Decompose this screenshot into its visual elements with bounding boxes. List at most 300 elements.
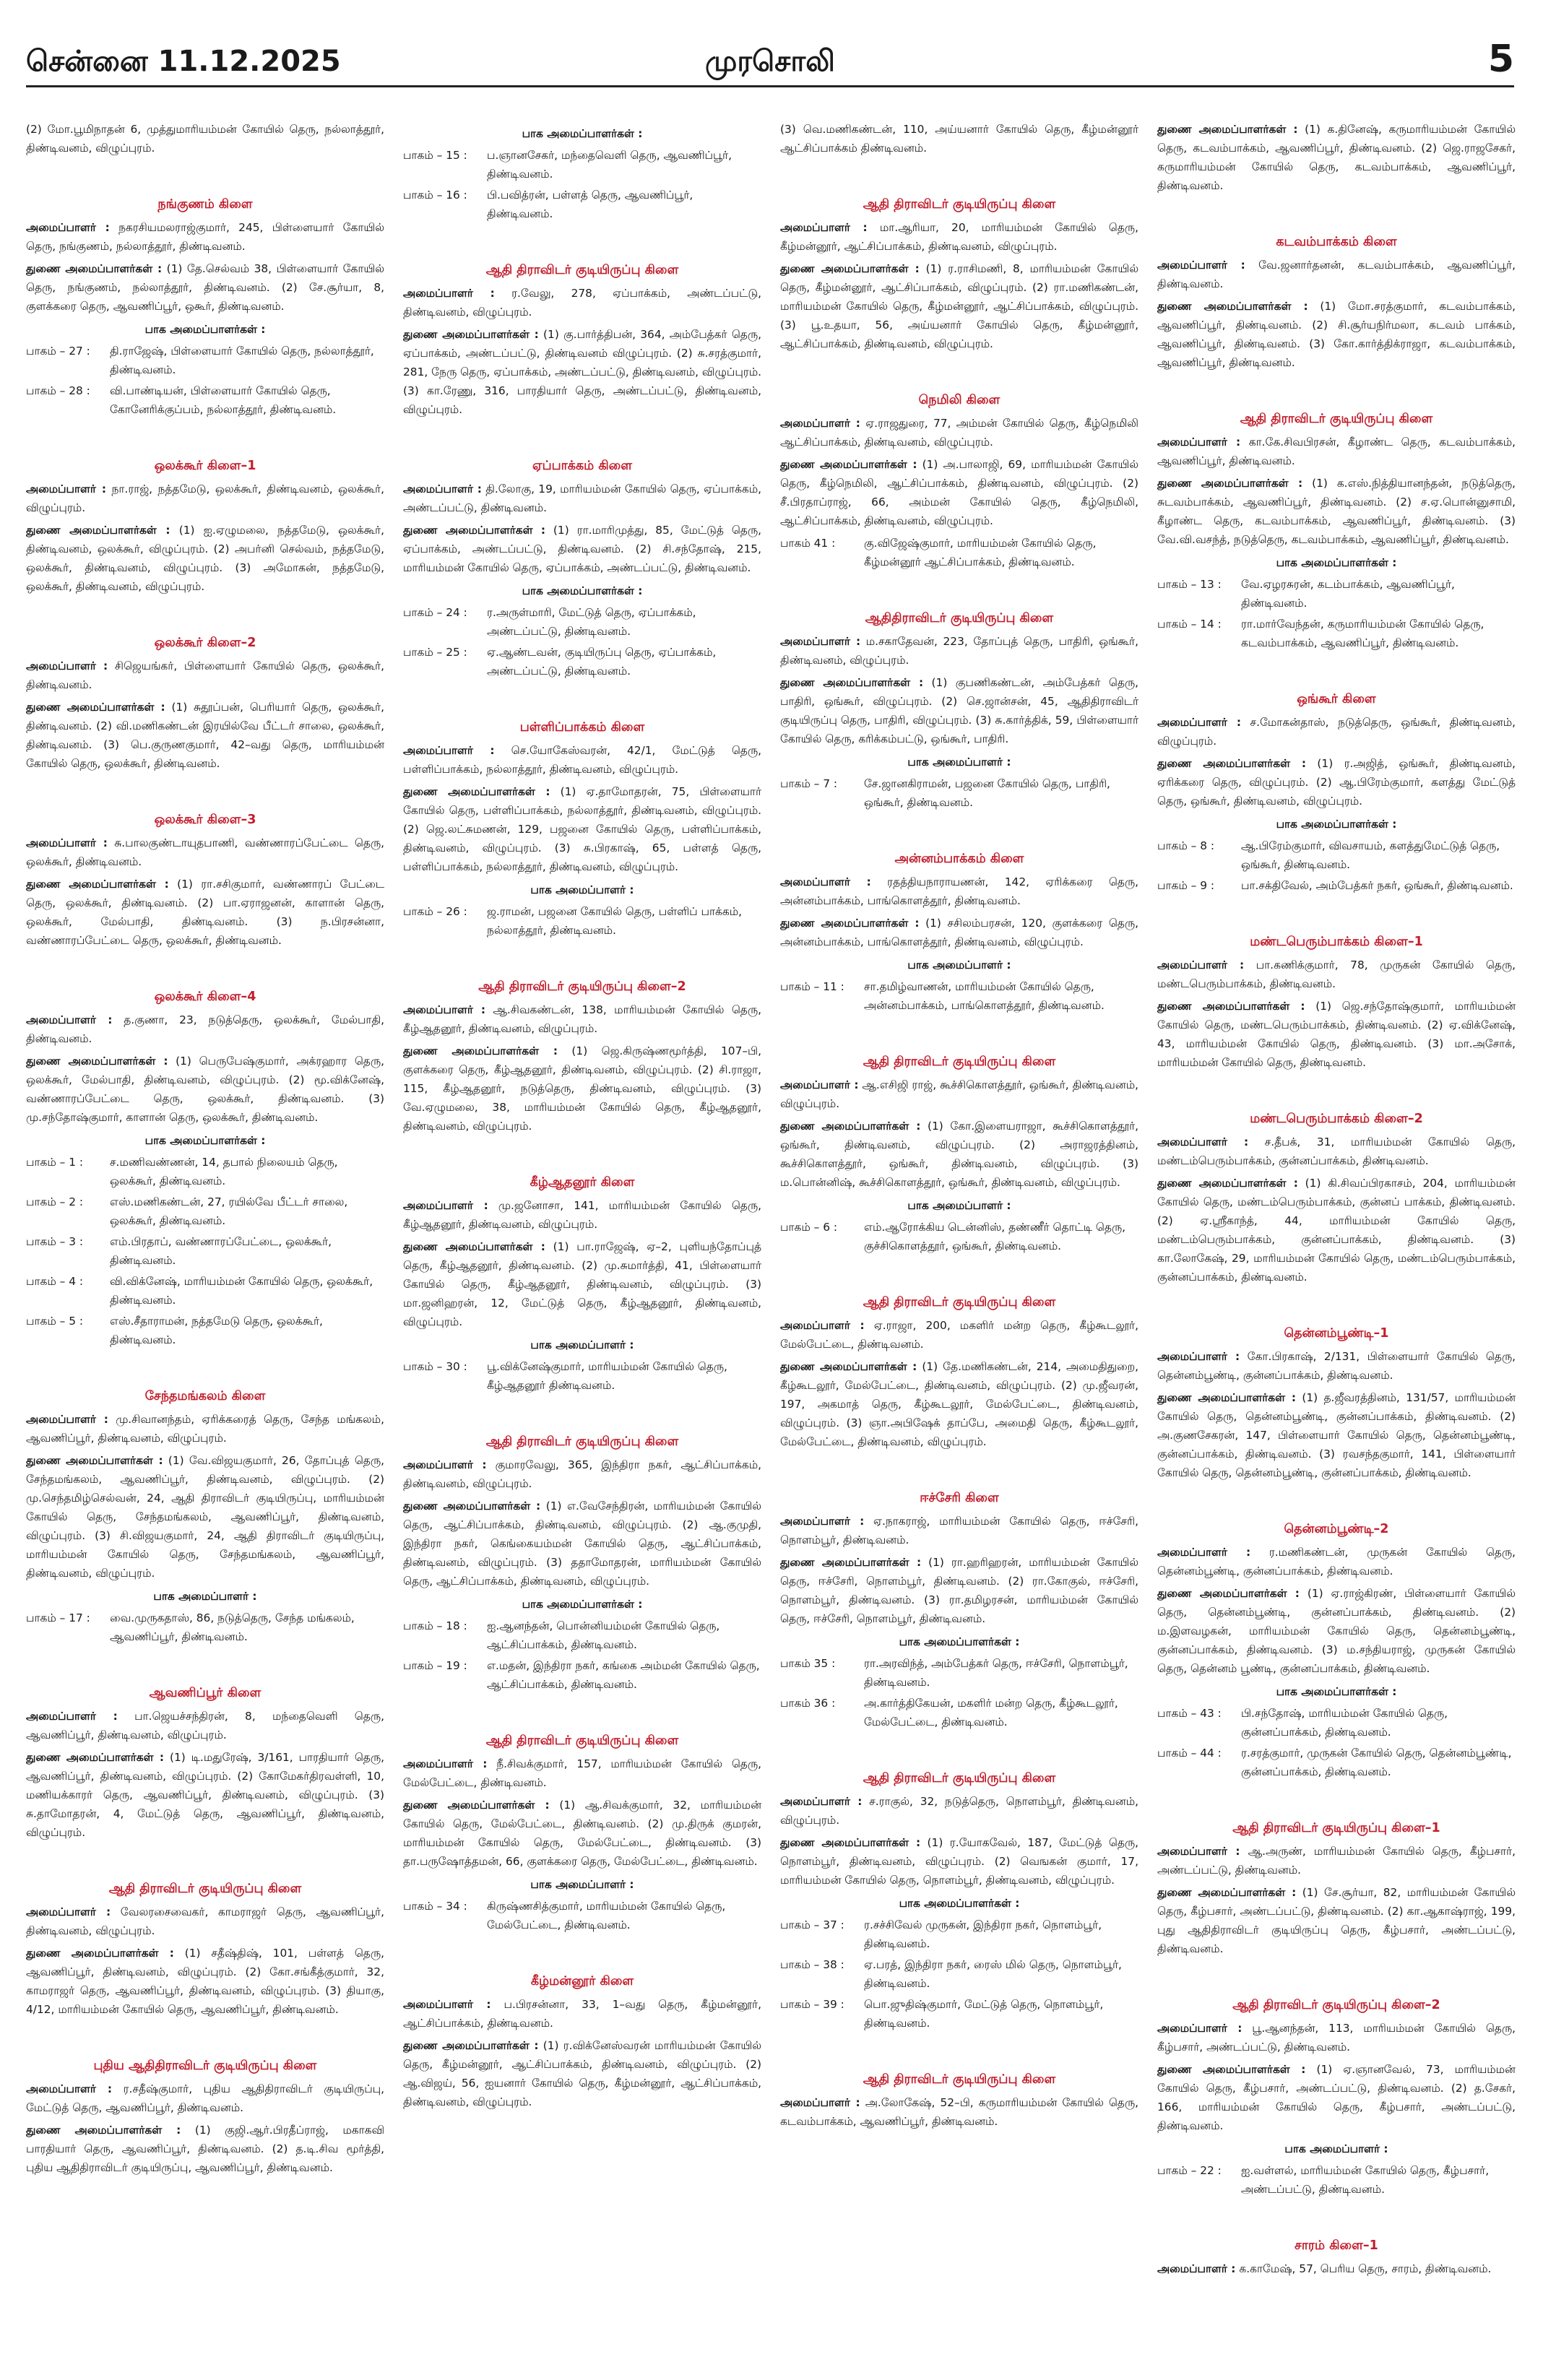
role-label: துணை அமைப்பாளர்கள் : <box>1157 123 1298 136</box>
role-label: அமைப்பாளர் : <box>1157 2262 1236 2275</box>
member-paragraph <box>1157 474 1516 549</box>
booth-entry <box>26 342 384 379</box>
member-paragraph <box>780 1512 1138 1549</box>
branch-heading: ஆதி திராவிடர் குடியிருப்பு கிளை <box>863 1771 1056 1786</box>
role-label: துணை அமைப்பாளர்கள் : <box>780 458 917 471</box>
member-details: (1) சுதூப்பன், பெரியார் தெரு, ஒலக்கூர், திண்டிவனம். (2) வி.மணிகண்டன் இரயில்வே பீட்டர் சாலை, ஒலக்கூர், திண்டிவனம். (3) பெ.குருணகுமார், 42–வது தெரு, மாரியம்மன் கோயில் தெரு, ஒலக்கூர், திண்டிவனம். <box>26 701 384 770</box>
member-paragraph <box>26 1410 384 1448</box>
page-number: 5 <box>1487 38 1514 81</box>
branch-block <box>780 1489 1138 1731</box>
booth-entry <box>780 1694 1138 1731</box>
member-details: (1) மோ.சரத்குமார், கடவம்பாக்கம், ஆவணிப்பூர், திண்டிவனம். (2) சி.சூர்யநிர்மலா, கடவம் பாக்கம், ஆவணிப்பூர், திண்டிவனம். (3) கோ.கார்த்திக்ராஜா, கடவம்பாக்கம், ஆவணிப்பூர், திண்டிவனம். <box>1157 300 1516 369</box>
role-label: அமைப்பாளர் : <box>780 2096 860 2109</box>
role-label: அமைப்பாளர் : <box>403 1199 488 1212</box>
branch-heading: அன்னம்பாக்கம் கிளை <box>894 852 1024 866</box>
member-details: (1) டி.மதுரேஷ், 3/161, பாரதியார் தெரு, ஆவணிப்பூர், திண்டிவனம், விழுப்புரம். (2) கோமேகர்திரவள்ளி, 10, மணியக்காரர் தெரு, ஆவணிப்பூர், திண்டிவனம், விழுப்புரம். (3) சு.தாமோதரன், 4, மேட்டுத் தெரு, ஆவணிப்பூர், திண்டிவனம், விழுப்புரம். <box>26 1751 384 1839</box>
member-details: செ.யோகேஸ்வரன், 42/1, மேட்டுத் தெரு, பள்ளிப்பாக்கம், நல்லாத்தூர், திண்டிவனம், விழுப்புரம். <box>403 744 761 776</box>
member-paragraph <box>1157 1842 1516 1879</box>
member-paragraph <box>403 325 761 419</box>
member-details: (1) தே.செல்வம் 38, பிள்ளையார் கோயில் தெரு, நங்குணம், நல்லாத்தூர், திண்டிவனம். (2) சே.சூர்யா, 8, குளக்கரை தெரு, ஆவணிப்பூர், ஒகூர், திண்டிவனம். <box>26 262 384 313</box>
role-label: அமைப்பாளர் : <box>403 744 495 757</box>
member-paragraph <box>403 741 761 779</box>
branch-block <box>1157 120 1516 195</box>
role-label: அமைப்பாளர் : <box>780 635 861 648</box>
booth-organiser: சே.ஜானகிராமன், பஜனை கோயில் தெரு, பாதிரி, ஒங்கூர், திண்டிவனம். <box>864 777 1110 809</box>
branch-heading: மண்டபெரும்பாக்கம் கிளை–1 <box>1250 935 1423 949</box>
booth-entry <box>780 1218 1138 1255</box>
member-details: (1) ர.விக்னேஸ்வரன் மாரியம்மன் கோயில் தெரு, கீழ்மன்னூர், ஆட்சிப்பாக்கம், திண்டிவனம், விழுப்புரம். (2) ஆ.விஜய், 56, ஐயனார் கோயில் தெரு, கீழ்மன்னூர், ஆட்சிப்பாக்கம், திண்டிவனம், விழுப்புரம். <box>403 2039 761 2108</box>
member-details: (1) கு.பார்த்திபன், 364, அம்பேத்கர் தெரு, ஏப்பாக்கம், அண்டப்பட்டு, திண்டிவனம் விழுப்புரம். (2) சு.சரத்குமார், 281, நேரு தெரு, ஏப்பாக்கம், அண்டப்பட்டு, திண்டிவனம், விழுப்புரம். (3) கா.ரேணு, 316, பாரதியார் தெரு, அண்டப்பட்டு, திண்டிவனம், விழுப்புரம். <box>403 328 761 416</box>
member-paragraph <box>26 834 384 871</box>
member-details: (1) அ.பாலாஜி, 69, மாரியம்மன் கோயில் தெரு, கீழ்நெமிலி, ஆட்சிப்பாக்கம், திண்டிவனம், விழுப்புரம். (2) சீ.பிரதாப்ராஜ், 66, அம்மன் கோயில் தெரு, கீழ்நெமிலி, ஆட்சிப்பாக்கம், திண்டிவனம், விழுப்புரம். <box>780 458 1138 527</box>
member-details: (3) வெ.மணிகண்டன், 110, அய்யனார் கோயில் தெரு, கீழ்மன்னூர் ஆட்சிப்பாக்கம் திண்டிவனம். <box>780 123 1138 155</box>
member-paragraph <box>26 1052 384 1127</box>
member-details: மா.ஆரியா, 20, மாரியம்மன் கோயில் தெரு, கீழ்மன்னூர், ஆட்சிப்பாக்கம், திண்டிவனம், விழுப்புரம். <box>780 221 1138 253</box>
booth-number: பாகம் – 15 : <box>403 149 467 162</box>
member-paragraph <box>1157 1133 1516 1170</box>
member-paragraph <box>26 1748 384 1842</box>
booth-entry <box>1157 575 1516 613</box>
member-details: (1) ர.யோகவேல், 187, மேட்டுத் தெரு, நொளம்பூர், திண்டிவனம், விழுப்புரம். (2) வெஙகன் குமார், 17, மாரியம்மன் கோயில் தெரு, நொளம்பூர், திண்டிவனம், விழுப்புரம். <box>780 1836 1138 1887</box>
branch-heading: ஆதி திராவிடர் குடியிருப்பு கிளை–1 <box>1232 1821 1440 1835</box>
booth-organisers-title: பாக அமைப்பாளர்கள் : <box>144 1134 266 1147</box>
member-details: (1) க.தினேஷ், கருமாரியம்மன் கோயில் தெரு, கடவம்பாக்கம், ஆவணிப்பூர், திண்டிவனம். (2) ஜெ.ராஜசேகர், கருமாரியம்மன் கோயில் தெரு, கடவம்பாக்கம், ஆவணிப்பூர், திண்டிவனம். <box>1157 123 1516 192</box>
role-label: துணை அமைப்பாளர்கள் : <box>780 1120 921 1133</box>
member-paragraph <box>26 1451 384 1583</box>
booth-number: பாகம் – 37 : <box>780 1918 844 1931</box>
member-paragraph <box>1157 2060 1516 2135</box>
branch-heading: ஆதி திராவிடர் குடியிருப்பு கிளை–2 <box>1232 1998 1440 2012</box>
booth-organisers-title: பாக அமைப்பாளர்கள் : <box>1276 1685 1397 1698</box>
role-label: அமைப்பாளர் : <box>403 287 495 300</box>
branch-block <box>26 2056 384 2177</box>
branch-heading: புதிய ஆதிதிராவிடர் குடியிருப்பு கிளை <box>93 2059 317 2073</box>
member-paragraph <box>780 873 1138 910</box>
booth-number: பாகம் – 18 : <box>403 1619 467 1632</box>
branch-heading: மண்டபெரும்பாக்கம் கிளை–2 <box>1250 1112 1423 1126</box>
member-paragraph <box>1157 2259 1516 2278</box>
member-paragraph <box>780 1076 1138 1113</box>
booth-organiser: ஏ.பரத், இந்திரா நகர், ரைஸ் மில் தெரு, நொளம்பூர், திண்டிவனம். <box>864 1958 1122 1990</box>
branch-heading: ஏப்பாக்கம் கிளை <box>532 459 633 473</box>
role-label: அமைப்பாளர் : <box>1157 716 1242 729</box>
member-paragraph <box>780 1316 1138 1354</box>
booth-entry <box>403 1617 761 1654</box>
booth-organiser: ஐ.வள்ளல், மாரியம்மன் கோயில் தெரு, கீழ்பசார், அண்டப்பட்டு, திண்டிவனம். <box>1241 2164 1490 2196</box>
member-details: (1) ரா.மாரிமுத்து, 85, மேட்டுத் தெரு, ஏப்பாக்கம், அண்டப்பட்டு, திண்டிவனம். (2) சி.சந்தோஷ், 215, மாரியம்மன் கோயில் தெரு, ஏப்பாக்கம், அண்டப்பட்டு, திண்டிவனம். <box>403 524 761 574</box>
branch-heading: ஆதி திராவிடர் குடியிருப்பு கிளை <box>485 1435 679 1449</box>
member-paragraph <box>1157 713 1516 750</box>
member-details: (1) தே.மணிகண்டன், 214, அமைதிதுறை, கீழ்கூடலூர், மேல்பேட்டை, திண்டிவனம், விழுப்புரம். (2) மு.ஜீவரன், 197, அகமாத் தெரு, கீழ்கூடலூர், மேல்பேட்டை, திண்டிவனம், விழுப்புரம். (3) ஞா.அபிஷேக் தாப்பே, அமைதி தெரு, கீழ்கூடலூர், மேல்பேட்டை, திண்டிவனம், விழுப்புரம். <box>780 1360 1138 1448</box>
member-details: (1) ஆ.சிவக்குமார், 32, மாரியம்மன் கோயில் தெரு, மேல்பேட்டை, திண்டிவனம். (2) மு.திருக் குமரன், மாரியம்மன் கோயில் தெரு, மேல்பேட்டை, திண்டிவனம். (3) தா.பருஷோத்தமன், 66, குளக்கரை தெரு, மேல்பேட்டை, திண்டிவனம். <box>403 1799 761 1868</box>
booth-entry <box>26 1609 384 1646</box>
booth-entry <box>780 774 1138 812</box>
member-details: சு.பாலகுண்டாயுதபாணி, வண்ணாரப்பேட்டை தெரு, ஒலக்கூர், திண்டிவனம். <box>26 836 384 868</box>
booth-organiser: எ.மதன், இந்திரா நகர், கங்கை அம்மன் கோயில் தெரு, ஆட்சிப்பாக்கம், திண்டிவனம். <box>487 1659 760 1691</box>
booth-organisers-title: பாக அமைப்பாளர் : <box>530 1878 634 1891</box>
member-paragraph <box>780 414 1138 451</box>
booth-organiser: ர.சரத்குமார், முருகன் கோயில் தெரு, தென்னம்பூண்டி, குன்னப்பாக்கம், திண்டிவனம். <box>1241 1747 1512 1778</box>
member-paragraph <box>26 521 384 596</box>
branch-block <box>403 1432 761 1694</box>
member-paragraph <box>403 1000 761 1038</box>
booth-entry <box>780 1995 1138 2033</box>
booth-organiser: ப.ஞானசேகர், மந்தைவெளி தெரு, ஆவணிப்பூர், திண்டிவனம். <box>487 149 732 181</box>
booth-number: பாகம் – 8 : <box>1157 839 1215 852</box>
role-label: துணை அமைப்பாளர்கள் : <box>780 262 920 275</box>
member-details: பா.ஜெயச்சந்திரன், 8, மந்தைவெளி தெரு, ஆவணிப்பூர், திண்டிவனம், விழுப்புரம். <box>26 1710 384 1741</box>
member-details: (1) ர.அஜித், ஒங்கூர், திண்டிவனம், ஏரிக்கரை தெரு, விழுப்புரம். (2) ஆ.பிரேம்குமார், களத்து மேட்டுத் தெரு, ஒங்கூர், திண்டிவனம், விழுப்புரம். <box>1157 757 1516 808</box>
role-label: துணை அமைப்பாளர்கள் : <box>26 1454 163 1467</box>
branch-heading: ஒலக்கூர் கிளை–1 <box>154 459 256 473</box>
member-paragraph <box>403 1455 761 1493</box>
member-paragraph <box>26 1903 384 1940</box>
member-paragraph <box>403 1237 761 1331</box>
role-label: அமைப்பாளர் : <box>26 1710 118 1723</box>
branch-heading: ஆதி திராவிடர் குடியிருப்பு கிளை <box>108 1882 302 1896</box>
booth-entry <box>1157 836 1516 874</box>
member-details: ஆ.அருண், மாரியம்மன் கோயில் தெரு, கீழ்பசார், அண்டப்பட்டு, திண்டிவனம். <box>1157 1845 1516 1877</box>
member-details: (1) வே.விஜயகுமார், 26, தோப்புத் தெரு, சேந்தமங்கலம், ஆவணிப்பூர், திண்டிவனம், விழுப்புரம். (2) மு.செந்தமிழ்செல்வன், 24, ஆதி திராவிடர் குடியிருப்பு, மாரியம்மன் கோயில் தெரு, சேந்தமங்கலம், ஆவணிப்பூர், திண்டிவனம், விழுப்புரம். (3) சி.விஜயகுமார், 24, ஆதி திராவிடர் குடியிருப்பு, மாரியம்மன் கோயில் தெரு, சேந்தமங்கலம், ஆவணிப்பூர், திண்டிவனம், விழுப்புரம். <box>26 1454 384 1580</box>
booth-entry <box>26 1193 384 1230</box>
branch-heading: தென்னம்பூண்டி–2 <box>1284 1522 1389 1536</box>
booth-organiser: ஐ.ஆனந்தன், பொன்னியம்மன் கோயில் தெரு, ஆட்சிப்பாக்கம், திண்டிவனம். <box>487 1619 720 1651</box>
booth-entry <box>780 977 1138 1015</box>
member-paragraph <box>403 1796 761 1871</box>
member-paragraph <box>780 914 1138 951</box>
booth-number: பாகம் – 9 : <box>1157 879 1215 892</box>
branch-heading: கீழ்மன்னூர் கிளை <box>530 1974 634 1989</box>
branch-heading: ஒங்கூர் கிளை <box>1297 692 1376 706</box>
booth-number: பாகம் – 22 : <box>1157 2164 1222 2177</box>
member-details: ர.சதீஷ்குமார், புதிய ஆதிதிராவிடர் குடியிருப்பு, மேட்டுத் தெரு, ஆவணிப்பூர், திண்டிவனம். <box>26 2082 384 2114</box>
member-paragraph <box>26 2121 384 2177</box>
member-details: ர.வேலு, 278, ஏப்பாக்கம், அண்டப்பட்டு, திண்டிவனம், விழுப்புரம். <box>403 287 761 319</box>
branch-block <box>403 718 761 940</box>
member-details: ஏ.நாகராஜ், மாரியம்மன் கோயில் தெரு, ஈச்சேரி, நொளம்பூர், திண்டிவனம். <box>780 1515 1138 1546</box>
branch-block <box>26 195 384 419</box>
booth-organiser: தி.ராஜேஷ், பிள்ளையார் கோயில் தெரு, நல்லாத்தூர், திண்டிவனம். <box>110 345 374 376</box>
member-paragraph <box>1157 956 1516 993</box>
member-details: (1) ஏ.ஞானவேல், 73, மாரியம்மன் கோயில் தெரு, கீழ்பசார், அண்டப்பட்டு, திண்டிவனம். (2) த.சேகர், 166, மாரியம்மன் கோயில் தெரு, கீழ்பசார், அண்டப்பட்டு, திண்டிவனம். <box>1157 2063 1516 2132</box>
booth-entry <box>403 1656 761 1694</box>
branch-block <box>1157 690 1516 895</box>
role-label: அமைப்பாளர் : <box>780 221 868 234</box>
member-details: (1) சே.சூர்யா, 82, மாரியம்மன் கோயில் தெரு, கீழ்பசார், அண்டப்பட்டு, திண்டிவனம். (2) கா.ஆகாஷ்ராஜ், 199, புது ஆதிதிராவிடர் குடியிருப்பு தெரு, கீழ்பசார், அண்டப்பட்டு, திண்டிவனம். <box>1157 1886 1516 1955</box>
role-label: துணை அமைப்பாளர்கள் : <box>1157 300 1308 313</box>
member-paragraph <box>26 480 384 517</box>
member-details: பூ.ஆனந்தன், 113, மாரியம்மன் கோயில் தெரு, கீழ்பசார், அண்டப்பட்டு, திண்டிவனம். <box>1157 2022 1516 2054</box>
role-label: அமைப்பாளர் : <box>26 1905 111 1918</box>
member-paragraph <box>780 1833 1138 1890</box>
member-details: ச.மோகன்தாஸ், நடுத்தெரு, ஒங்கூர், திண்டிவனம், விழுப்புரம். <box>1157 716 1516 748</box>
booth-entry <box>403 1357 761 1395</box>
member-details: ச.ராகுல், 32, நடுத்தெரு, நொளம்பூர், திண்டிவனம், விழுப்புரம். <box>780 1795 1138 1827</box>
member-details: (1) சதீஷ்திஷ், 101, பள்ளத் தெரு, ஆவணிப்பூர், திண்டிவனம், விழுப்புரம். (2) கோ.சங்கீத்குமார், 32, காமராஜர் தெரு, ஆவணிப்பூர், திண்டிவனம், விழுப்புரம். (3) தியாகு, 4/12, மாரியம்மன் கோயில் தெரு, ஆவணிப்பூர், திண்டிவனம். <box>26 1947 384 2016</box>
member-details: (1) எ.வேசேந்திரன், மாரியம்மன் கோயில் தெரு, ஆட்சிப்பாக்கம், திண்டிவனம், விழுப்புரம். (2) ஆ.குமுதி, இந்திரா நகர், கெங்கையம்மன் கோயில் தெரு, ஆட்சிப்பாக்கம், திண்டிவனம், விழுப்புரம். (3) ததாமோதரன், மாரியம்மன் கோயில் தெரு, ஆட்சிப்பாக்கம், திண்டிவனம், விழுப்புரம். <box>403 1500 761 1588</box>
role-label: அமைப்பாளர் : <box>1157 2022 1242 2035</box>
branch-heading: கீழ்ஆதனூர் கிளை <box>530 1175 635 1190</box>
role-label: அமைப்பாளர் : <box>26 221 110 234</box>
branch-heading: நெமிலி கிளை <box>918 393 1000 407</box>
booth-organiser: ஜ.ராமன், பஜனை கோயில் தெரு, பள்ளிப் பாக்கம், நல்லாத்தூர், திண்டிவனம். <box>487 905 742 937</box>
member-details: (1) ர.ராசிமணி, 8, மாரியம்மன் கோயில் தெரு, கீழ்மன்னூர், ஆட்சிப்பாக்கம், விழுப்புரம். (2) ரா.மணிகண்டன், மாரியம்மன் கோயில் தெரு, கீழ்மன்னூர், ஆட்சிப்பாக்கம், விழுப்புரம். (3) பூ.உதயா, 56, அய்யனார் கோயில் தெரு, கீழ்மன்னூர், ஆட்சிப்பாக்கம், திண்டிவனம், விழுப்புரம். <box>780 262 1138 350</box>
branch-heading: பள்ளிப்பாக்கம் கிளை <box>519 720 645 735</box>
member-paragraph <box>403 1196 761 1234</box>
booth-entry <box>780 1916 1138 1953</box>
booth-organisers-title: பாக அமைப்பாளர்கள் : <box>1276 818 1397 831</box>
member-paragraph <box>780 1357 1138 1451</box>
role-label: துணை அமைப்பாளர்கள் : <box>26 1751 165 1764</box>
booth-entry <box>780 1955 1138 1993</box>
branch-block <box>1157 1324 1516 1482</box>
booth-organiser: பி.சந்தோஷ், மாரியம்மன் கோயில் தெரு, குன்னப்பாக்கம், திண்டிவனம். <box>1241 1707 1448 1739</box>
role-label: அமைப்பாளர் : <box>780 1515 865 1528</box>
member-paragraph <box>780 218 1138 256</box>
member-details: ப.பிரசன்னா, 33, 1–வது தெரு, கீழ்மன்னூர், ஆட்சிப்பாக்கம், திண்டிவனம். <box>403 1998 761 2030</box>
member-paragraph <box>780 455 1138 530</box>
member-paragraph <box>1157 2019 1516 2056</box>
member-details: த.குணா, 23, நடுத்தெரு, ஒலக்கூர், மேல்பாதி, திண்டிவனம். <box>26 1013 384 1045</box>
member-paragraph <box>780 259 1138 353</box>
branch-block <box>1157 1520 1516 1781</box>
booth-organiser: எம்.பிரதாப், வண்ணாரப்பேட்டை, ஒலக்கூர், திண்டிவனம். <box>110 1235 332 1267</box>
role-label: துணை அமைப்பாளர்கள் : <box>26 262 163 275</box>
branch-block <box>403 1972 761 2111</box>
booth-organiser: ச.மணிவண்ணன், 14, தபால் நிலையம் தெரு, ஒலக்கூர், திண்டிவனம். <box>110 1156 338 1187</box>
branch-block <box>26 810 384 950</box>
role-label: துணை அமைப்பாளர்கள் : <box>403 2039 539 2052</box>
column-4 <box>1157 120 1516 2366</box>
booth-entry <box>1157 1744 1516 1781</box>
booth-number: பாகம் – 44 : <box>1157 1747 1222 1760</box>
role-label: துணை அமைப்பாளர்கள் : <box>1157 2063 1306 2076</box>
booth-organisers-title: பாக அமைப்பாளர்கள் : <box>522 1598 643 1611</box>
column-1 <box>26 120 384 2366</box>
booth-organiser: கு.விஜேஷ்குமார், மாரியம்மன் கோயில் தெரு, கீழ்மன்னூர் ஆட்சிப்பாக்கம், திண்டிவனம். <box>864 537 1097 568</box>
branch-block <box>26 1684 384 1842</box>
member-details: க.காமேஷ், 57, பெரிய தெரு, சாரம், திண்டிவனம். <box>1239 2262 1492 2275</box>
booth-organisers-title: பாக அமைப்பாளர் : <box>530 883 634 896</box>
role-label: துணை அமைப்பாளர்கள் : <box>403 1240 545 1253</box>
member-details: ர.மணிகண்டன், முருகன் கோயில் தெரு, தென்னம்பூண்டி, குன்னப்பாக்கம், திண்டிவனம். <box>1157 1546 1516 1578</box>
member-paragraph <box>26 218 384 256</box>
role-label: அமைப்பாளர் : <box>1157 1350 1240 1363</box>
branch-heading: ஆதி திராவிடர் குடியிருப்பு கிளை <box>863 197 1056 212</box>
booth-organiser: பூ.விக்னேஷ்குமார், மாரியம்மன் கோயில் தெரு, கீழ்ஆதனூர் திண்டிவனம். <box>487 1360 727 1392</box>
role-label: துணை அமைப்பாளர்கள் : <box>780 1836 921 1849</box>
member-details: கோ.பிரகாஷ், 2/131, பிள்ளையார் கோயில் தெரு, தென்னம்பூண்டி, குன்னப்பாக்கம், திண்டிவனம். <box>1157 1350 1516 1382</box>
branch-block <box>26 1879 384 2019</box>
role-label: துணை அமைப்பாளர்கள் : <box>1157 1886 1297 1899</box>
booth-organiser: ஏ.ஆண்டவன், குடியிருப்பு தெரு, ஏப்பாக்கம், அண்டப்பட்டு, திண்டிவனம். <box>487 646 717 678</box>
branch-heading: சாரம் கிளை–1 <box>1295 2238 1378 2253</box>
branch-heading: ஒலக்கூர் கிளை–3 <box>154 813 256 827</box>
member-paragraph <box>26 1707 384 1744</box>
member-paragraph <box>1157 256 1516 293</box>
member-details: மு.சிவானந்தம், ஏரிக்கரைத் தெரு, சேந்த மங்கலம், ஆவணிப்பூர், திண்டிவனம், விழுப்புரம். <box>26 1413 384 1445</box>
booth-organiser: பா.சக்திவேல், அம்பேத்கர் நகர், ஒங்கூர், திண்டிவனம். <box>1241 879 1513 892</box>
member-paragraph <box>26 1011 384 1048</box>
booth-number: பாகம் 35 : <box>780 1657 836 1670</box>
branch-heading: தென்னம்பூண்டி–1 <box>1284 1326 1389 1341</box>
booth-entry <box>26 1272 384 1310</box>
member-details: (1) ஏ.தாமோதரன், 75, பிள்ளையார் கோயில் தெரு, பள்ளிப்பாக்கம், நல்லாத்தூர், திண்டிவனம், விழுப்புரம். (2) ஜெ.லட்சுமணன், 129, பஜனை கோயில் தெரு, பள்ளிப்பாக்கம், திண்டிவனம், விழுப்புரம். (3) சு.பிரகாஷ், 65, பள்ளத் தெரு, பள்ளிப்பாக்கம், நல்லாத்தூர், திண்டிவனம், விழுப்புரம். <box>403 785 761 873</box>
booth-organisers-title: பாக அமைப்பாளர்கள் : <box>1276 556 1397 569</box>
booth-number: பாகம் – 24 : <box>403 606 467 619</box>
booth-number: பாகம் – 5 : <box>26 1315 84 1328</box>
role-label: துணை அமைப்பாளர்கள் : <box>1157 1391 1296 1404</box>
place-date: சென்னை 11.12.2025 <box>26 45 341 78</box>
role-label: அமைப்பாளர் : <box>403 1757 488 1770</box>
column-3 <box>780 120 1138 2366</box>
member-paragraph <box>1157 1174 1516 1286</box>
booth-organiser: கிருஷ்ணசித்குமார், மாரியம்மன் கோயில் தெரு, மேல்பேட்டை, திண்டிவனம். <box>487 1900 726 1931</box>
booth-organiser: ஆ.பிரேம்குமார், விவசாயம், களத்துமேட்டுத் தெரு, ஒங்கூர், திண்டிவனம். <box>1241 839 1500 871</box>
role-label: அமைப்பாளர் : <box>780 417 860 430</box>
branch-block <box>1157 233 1516 372</box>
branch-block <box>780 120 1138 157</box>
role-label: துணை அமைப்பாளர்கள் : <box>26 1947 174 1960</box>
role-label: துணை அமைப்பாளர்கள் : <box>403 785 550 798</box>
member-paragraph <box>1157 1584 1516 1678</box>
member-details: ஏ.ராஜதுரை, 77, அம்மன் கோயில் தெரு, கீழ்நெமிலி ஆட்சிப்பாக்கம், திண்டிவனம், விழுப்புரம். <box>780 417 1138 449</box>
member-details: ம.சகாதேவன், 223, தோப்புத் தெரு, பாதிரி, ஒங்கூர், திண்டிவனம், விழுப்புரம். <box>780 635 1138 667</box>
role-label: துணை அமைப்பாளர்கள் : <box>26 524 170 537</box>
branch-heading: ஆதி திராவிடர் குடியிருப்பு கிளை <box>1240 412 1433 426</box>
member-details: (1) சசிலம்பரசன், 120, குளக்கரை தெரு, அன்னம்பாக்கம், பாங்கொளத்தூர், திண்டிவனம், விழுப்புரம். <box>780 917 1138 948</box>
branch-block <box>780 609 1138 812</box>
member-paragraph <box>26 259 384 316</box>
member-paragraph <box>403 521 761 577</box>
member-details: (1) ரா.ஹரிஹரன், மாரியம்மன் கோயில் தெரு, ஈச்சேரி, நொளம்பூர், திண்டிவனம். (2) ரா.கோகுல், ஈச்சேரி, நொளம்பூர், திண்டிவனம். (3) ரா.தமிழரசன், மாரியம்மன் கோயில் தெரு, ஈச்சேரி, நொளம்பூர், திண்டிவனம். <box>780 1556 1138 1625</box>
role-label: அமைப்பாளர் : <box>1157 959 1245 972</box>
role-label: அமைப்பாளர் : <box>780 1319 865 1332</box>
role-label: அமைப்பாளர் : <box>1157 1546 1251 1559</box>
branch-heading: ஈச்சேரி கிளை <box>920 1491 999 1505</box>
booth-organisers-title: பாக அமைப்பாளர்கள் : <box>144 323 266 336</box>
role-label: அமைப்பாளர் : <box>780 1078 859 1091</box>
member-details: (1) த.ஜீவரத்தினம், 131/57, மாரியம்மன் கோயில் தெரு, தென்னம்பூண்டி, குன்னப்பாக்கம், திண்டிவனம். (2) அ.குணசேகரன், 147, பிள்ளையார் கோயில் தெரு, தென்னம்பூண்டி, குன்னப்பாக்கம், திண்டிவனம். (3) ரவசந்தகுமார், 141, பிள்ளையார் கோயில் தெரு, தென்னம்பூண்டி, குன்னப்பாக்கம், திண்டிவனம். <box>1157 1391 1516 1479</box>
member-paragraph <box>26 875 384 950</box>
member-details: நா.ராஜ், நத்தமேடு, ஒலக்கூர், திண்டிவனம், ஒலக்கூர், விழுப்புரம். <box>26 483 384 514</box>
booth-entry <box>1157 615 1516 652</box>
member-paragraph <box>780 1553 1138 1628</box>
booth-organiser: பொ.ஜுதிஷ்குமார், மேட்டுத் தெரு, நொளம்பூர், திண்டிவனம். <box>864 1998 1104 2030</box>
role-label: துணை அமைப்பாளர்கள் : <box>403 524 546 537</box>
branch-block <box>403 1731 761 1934</box>
member-paragraph <box>403 1754 761 1792</box>
member-paragraph <box>1157 297 1516 372</box>
member-details: (1) ரா.சசிகுமார், வண்ணாரப் பேட்டை தெரு, ஒலக்கூர், திண்டிவனம். (2) பா.ஏராஜனன், காளான் தெரு, ஒலக்கூர், மேல்பாதி, திண்டிவனம். (3) ந.பிரசன்னா, வண்ணாரப்பேட்டை தெரு, ஒலக்கூர், திண்டிவனம். <box>26 878 384 947</box>
member-details: (1) பெருபேஷ்குமார், அக்ரஹார தெரு, ஒலக்கூர், மேல்பாதி, திண்டிவனம், விழுப்புரம். (2) மூ.விக்னேஷ், வண்ணாரப்பேட்டை தெரு, ஒலக்கூர், திண்டிவனம். (3) மு.சந்தோஷ்குமார், காளான் தெரு, ஒலக்கூர், திண்டிவனம். <box>26 1055 384 1124</box>
member-details: ஆ.எசிஜி ராஜ், கூச்சிகொளத்தூர், ஒங்கூர், திண்டிவனம், விழுப்புரம். <box>780 1078 1138 1110</box>
branch-heading: ஆதி திராவிடர் குடியிருப்பு கிளை <box>863 1055 1056 1069</box>
member-details: நகரசியமலராஜ்குமார், 245, பிள்ளையார் கோயில் தெரு, நங்குணம், நல்லாத்தூர், திண்டிவனம். <box>26 221 384 253</box>
member-paragraph <box>403 1042 761 1135</box>
branch-block <box>780 1769 1138 2033</box>
member-paragraph <box>403 284 761 321</box>
role-label: துணை அமைப்பாளர்கள் : <box>403 328 539 341</box>
role-label: துணை அமைப்பாளர்கள் : <box>26 878 169 891</box>
member-paragraph <box>1157 433 1516 470</box>
booth-number: பாகம் 36 : <box>780 1697 836 1710</box>
booth-organiser: எம்.ஆரோக்கிய டென்னிஸ், தண்ணீர் தொட்டி தெரு, குச்சிகொளத்தூர், ஒங்கூர், திண்டிவனம். <box>864 1221 1126 1252</box>
member-details: (1) கோ.இளையராஜா, கூச்சிகொளத்தூர், ஒங்கூர், திண்டிவனம், விழுப்புரம். (2) அராஜரத்தினம், கூச்சிகொளத்தூர், ஒங்கூர், திண்டிவனம், விழுப்புரம். (3) ம.பொன்னிஷ், கூச்சிகொளத்தூர், ஒங்கூர், திண்டிவனம், விழுப்புரம். <box>780 1120 1138 1189</box>
member-paragraph <box>1157 120 1516 195</box>
branch-heading: ஆதி திராவிடர் குடியிருப்பு கிளை <box>863 2072 1056 2087</box>
member-paragraph <box>403 1497 761 1591</box>
booth-organisers-title: பாக அமைப்பாளர் : <box>153 1590 257 1603</box>
booth-organisers-title: பாக அமைப்பாளர் : <box>907 1199 1011 1212</box>
member-details: (1) க.எஸ்.நித்தியானந்தன், நடுத்தெரு, சுடவம்பாக்கம், ஆவணிப்பூர், திண்டிவனம். (2) ச.ஏ.பொன்னுசாமி, கீழாண்ட தெரு, கடவம்பாக்கம், ஆவணிப்பூர், திண்டிவனம். (3) வே.வி.வசந்த், நடுத்தெரு, கடவம்பாக்கம், ஆவணிப்பூர், திண்டிவனம். <box>1157 477 1516 546</box>
role-label: துணை அமைப்பாளர்கள் : <box>403 1044 558 1057</box>
member-details: வேலரசைவைகர், காமராஜர் தெரு, ஆவணிப்பூர், திண்டிவனம், விழுப்புரம். <box>26 1905 384 1937</box>
member-paragraph <box>26 1944 384 2019</box>
masthead <box>26 35 1514 87</box>
branch-block <box>403 124 761 223</box>
member-details: ரதத்தியநாராயணன், 142, ஏரிக்கரை தெரு, அன்னம்பாக்கம், பாங்கொளத்தூர், திண்டிவனம். <box>780 875 1138 907</box>
booth-number: பாகம் – 2 : <box>26 1195 84 1208</box>
booth-entry <box>1157 876 1516 895</box>
member-paragraph <box>780 1792 1138 1830</box>
member-paragraph <box>780 673 1138 748</box>
branch-block <box>1157 1819 1516 1958</box>
booth-organiser: பி.பவித்ரன், பள்ளத் தெரு, ஆவணிப்பூர், திண்டிவனம். <box>487 189 693 220</box>
role-label: துணை அமைப்பாளர்கள் : <box>403 1799 550 1812</box>
booth-organiser: சா.தமிழ்வாணன், மாரியம்மன் கோயில் தெரு, அன்னம்பாக்கம், பாங்கொளத்தூர், திண்டிவனம். <box>864 980 1105 1012</box>
member-paragraph <box>403 1995 761 2033</box>
role-label: துணை அமைப்பாளர்கள் : <box>1157 1000 1305 1013</box>
booth-number: பாகம் – 16 : <box>403 189 467 202</box>
booth-number: பாகம் – 39 : <box>780 1998 844 2011</box>
booth-entry <box>1157 2161 1516 2199</box>
booth-organisers-title: பாக அமைப்பாளர்கள் : <box>899 1897 1020 1910</box>
member-details: வே.ஜனார்தனன், கடவம்பாக்கம், ஆவணிப்பூர், திண்டிவனம். <box>1157 259 1516 290</box>
member-details: (1) ஏ.ராஜ்கிரண், பிள்ளையார் கோயில் தெரு, தென்னம்பூண்டி, குன்னப்பாக்கம், திண்டிவனம். (2) ம.இளவழகன், மாரியம்மன் கோயில் தெரு, தென்னம்பூண்டி, குன்னப்பாக்கம், திண்டிவனம். (3) ம.சந்தியராஜ், முருகன் கோயில் தெரு, தென்னம் பூண்டி, குன்னப்பாக்கம், திண்டிவனம். <box>1157 1587 1516 1675</box>
role-label: துணை அமைப்பாளர்கள் : <box>780 1556 922 1569</box>
booth-number: பாகம் – 26 : <box>403 905 467 918</box>
branch-heading: ஆதி திராவிடர் குடியிருப்பு கிளை <box>863 1295 1056 1310</box>
booth-organiser: எஸ்.சீதாராமன், நத்தமேடு தெரு, ஒலக்கூர், திண்டிவனம். <box>110 1315 323 1346</box>
branch-heading: கடவம்பாக்கம் கிளை <box>1276 235 1397 249</box>
column-2 <box>403 120 761 2366</box>
member-details: (1) ஜெ.கிருஷ்ணமூர்த்தி, 107–பி, குளக்கரை தெரு, கீழ்ஆதனூர், திண்டிவனம், விழுப்புரம். (2) சி.ராஜா, 115, கீழ்ஆதனூர், நடுத்தெரு, திண்டிவனம், விழுப்புரம். (3) வே.ஏழுமலை, 38, மாரியம்மன் கோயில் தெரு, கீழ்ஆதனூர், திண்டிவனம், விழுப்புரம். <box>403 1044 761 1133</box>
branch-block <box>26 1387 384 1646</box>
booth-organiser: ரா.அரவிந்த், அம்பேத்கர் தெரு, ஈச்சேரி, நொளம்பூர், திண்டிவனம். <box>864 1657 1128 1689</box>
branch-heading: ஆதி திராவிடர் குடியிருப்பு கிளை <box>485 1734 679 1748</box>
branch-heading: நங்குணம் கிளை <box>157 197 253 212</box>
booth-entry <box>26 1312 384 1349</box>
branch-block <box>403 1173 761 1395</box>
booth-entry <box>780 534 1138 571</box>
role-label: அமைப்பாளர் : <box>26 1413 108 1426</box>
member-details: குமாரவேலு, 365, இந்திரா நகர், ஆட்சிப்பாக்கம், திண்டிவனம், விழுப்புரம். <box>403 1458 761 1490</box>
branch-block <box>1157 410 1516 652</box>
role-label: துணை அமைப்பாளர்கள் : <box>780 917 920 930</box>
branch-block <box>26 120 384 157</box>
booth-number: பாகம் – 34 : <box>403 1900 467 1913</box>
booth-number: பாகம் – 38 : <box>780 1958 844 1971</box>
booth-number: பாகம் – 6 : <box>780 1221 838 1234</box>
branch-block <box>1157 932 1516 1072</box>
role-label: துணை அமைப்பாளர்கள் : <box>1157 1587 1300 1600</box>
booth-number: பாகம் 41 : <box>780 537 836 550</box>
booth-number: பாகம் – 4 : <box>26 1275 84 1288</box>
member-details: அ.லோகேஷ், 52–பி, கருமாரியம்மன் கோயில் தெரு, கடவம்பாக்கம், ஆவணிப்பூர், திண்டிவனம். <box>780 2096 1138 2128</box>
role-label: துணை அமைப்பாளர்கள் : <box>26 1055 168 1068</box>
role-label: அமைப்பாளர் : <box>1157 259 1245 272</box>
